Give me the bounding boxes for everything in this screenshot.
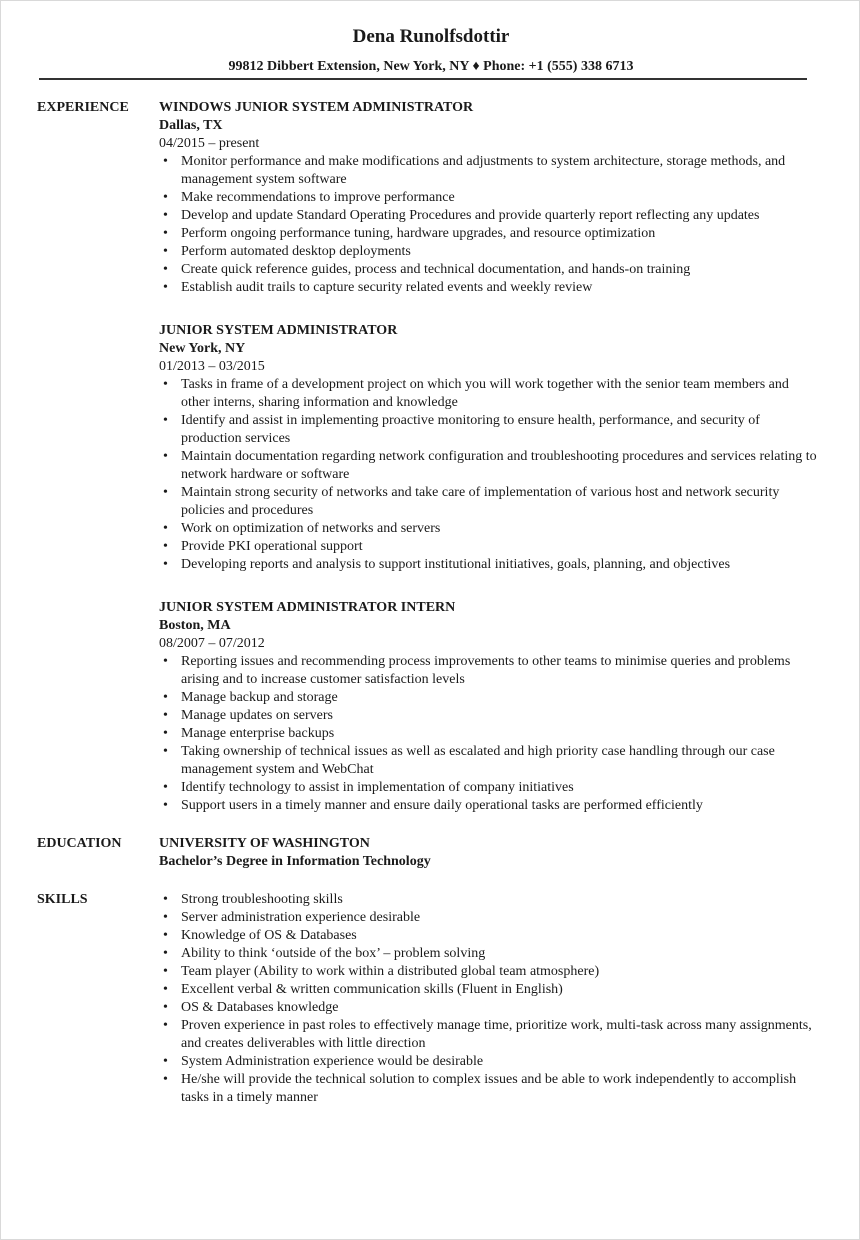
skill-item: • Proven experience in past roles to effectively manage time, prioritize work, multi-task across many assignments, and creates deliverables with little direction	[159, 1017, 819, 1053]
duty-item: • Develop and update Standard Operating Procedures and provide quarterly report reflecting any updates	[159, 207, 819, 225]
skill-item: • Excellent verbal & written communication skills (Fluent in English)	[159, 981, 819, 999]
duty-item: • Maintain documentation regarding network configuration and troubleshooting procedures and services relating to network hardware or software	[159, 448, 819, 484]
education-heading: EDUCATION	[37, 836, 122, 851]
job-location: Dallas, TX	[159, 118, 223, 133]
contact-line: 99812 Dibbert Extension, New York, NY ♦ Phone: +1 (555) 338 6713	[228, 59, 634, 74]
duty-item: • Manage enterprise backups	[159, 725, 819, 743]
duty-item: • Establish audit trails to capture security related events and weekly review	[159, 279, 819, 297]
skill-item: • Server administration experience desirable	[159, 909, 819, 927]
duty-item: • Taking ownership of technical issues as well as escalated and high priority case handling through our case management system and WebChat	[159, 743, 819, 779]
header-divider	[39, 78, 807, 80]
duty-item: • Tasks in frame of a development project on which you will work together with the senior team members and other interns, sharing information and knowledge	[159, 376, 819, 412]
job-dates: 08/2007 – 07/2012	[159, 636, 265, 651]
duty-item: • Perform ongoing performance tuning, hardware upgrades, and resource optimization	[159, 225, 819, 243]
job-title: JUNIOR SYSTEM ADMINISTRATOR INTERN	[159, 600, 456, 615]
duty-item: • Support users in a timely manner and ensure daily operational tasks are performed efficiently	[159, 797, 819, 815]
duty-item: • Identify technology to assist in implementation of company initiatives	[159, 779, 819, 797]
skill-item: • System Administration experience would be desirable	[159, 1053, 819, 1071]
job-dates: 04/2015 – present	[159, 136, 260, 151]
duty-item: • Monitor performance and make modifications and adjustments to system architecture, storage methods, and management system software	[159, 153, 819, 189]
duty-item: • Maintain strong security of networks and take care of implementation of various host and network security policies and procedures	[159, 484, 819, 520]
duty-item: • Developing reports and analysis to support institutional initiatives, goals, planning, and objectives	[159, 556, 819, 574]
duty-item: • Reporting issues and recommending process improvements to other teams to minimise queries and problems arising and to increase customer satisfaction levels	[159, 653, 819, 689]
job-title: WINDOWS JUNIOR SYSTEM ADMINISTRATOR	[159, 100, 474, 115]
duty-item: • Identify and assist in implementing proactive monitoring to ensure health, performance, and security of production services	[159, 412, 819, 448]
experience-heading: EXPERIENCE	[37, 100, 129, 115]
resume-header	[1, 25, 860, 76]
skills-list	[159, 891, 819, 1107]
degree: Bachelor’s Degree in Information Technology	[159, 854, 431, 869]
job-location: Boston, MA	[159, 618, 231, 633]
skills-body	[159, 891, 819, 1107]
skills-heading: SKILLS	[37, 892, 88, 907]
skill-item: • OS & Databases knowledge	[159, 999, 819, 1017]
skill-item: • Strong troubleshooting skills	[159, 891, 819, 909]
duty-item: • Manage backup and storage	[159, 689, 819, 707]
job-title: JUNIOR SYSTEM ADMINISTRATOR	[159, 323, 398, 338]
education-body	[159, 835, 819, 871]
skill-item: • Team player (Ability to work within a distributed global team atmosphere)	[159, 963, 819, 981]
duty-item: • Manage updates on servers	[159, 707, 819, 725]
duty-item: • Create quick reference guides, process and technical documentation, and hands-on training	[159, 261, 819, 279]
experience-body	[159, 99, 819, 840]
skill-item: • Knowledge of OS & Databases	[159, 927, 819, 945]
school-name: UNIVERSITY OF WASHINGTON	[159, 836, 370, 851]
duty-item: • Work on optimization of networks and servers	[159, 520, 819, 538]
job-entry	[159, 99, 819, 297]
job-location: New York, NY	[159, 341, 246, 356]
duty-item: • Provide PKI operational support	[159, 538, 819, 556]
job-duties	[159, 153, 819, 297]
job-entry	[159, 322, 819, 574]
job-entry	[159, 599, 819, 815]
duty-item: • Make recommendations to improve performance	[159, 189, 819, 207]
skill-item: • He/she will provide the technical solution to complex issues and be able to work independently to accomplish tasks in a timely manner	[159, 1071, 819, 1107]
duty-item: • Perform automated desktop deployments	[159, 243, 819, 261]
job-dates: 01/2013 – 03/2015	[159, 359, 265, 374]
skill-item: • Ability to think ‘outside of the box’ – problem solving	[159, 945, 819, 963]
job-duties	[159, 376, 819, 574]
job-duties	[159, 653, 819, 815]
candidate-name: Dena Runolfsdottir	[352, 26, 510, 47]
